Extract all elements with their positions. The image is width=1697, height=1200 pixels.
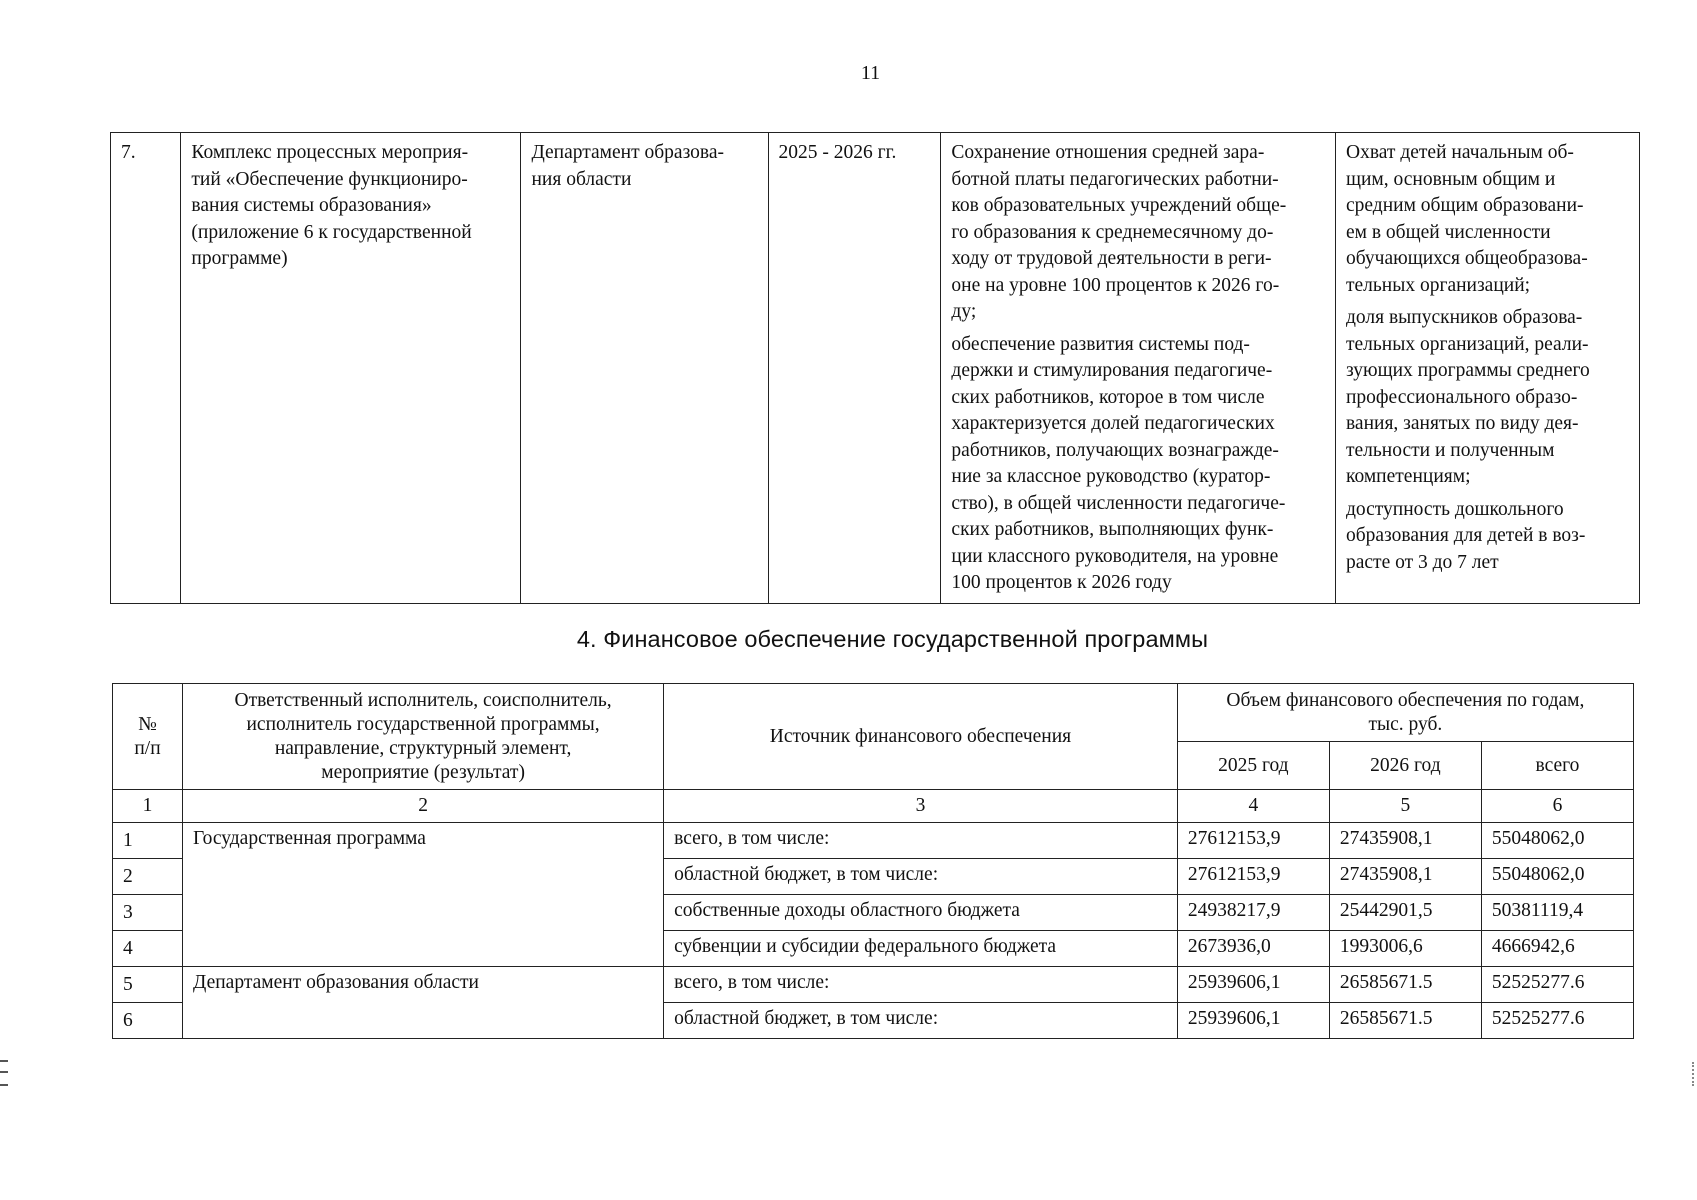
- tasks-cell: [941, 133, 1336, 604]
- indicator-line: зующих программы среднего: [1345, 360, 1590, 381]
- indicator-line: обучающихся общеобразова-: [1345, 248, 1588, 269]
- value-2026: 26585671.5: [1329, 967, 1481, 1003]
- structural-element-line: Комплекс процессных мероприя-: [191, 142, 469, 163]
- responsible-cell: [521, 133, 768, 604]
- header-executor-line: мероприятие (результат): [321, 761, 525, 783]
- value-2025: 2673936,0: [1177, 931, 1329, 967]
- row-index: 6: [113, 1003, 183, 1039]
- value-2025: 27612153,9: [1177, 859, 1329, 895]
- task-line: держки и стимулирования педагогиче-: [951, 360, 1273, 381]
- column-number: 3: [664, 790, 1178, 823]
- header-index-line: №: [138, 713, 157, 735]
- scan-edge-mark: [1692, 1062, 1697, 1086]
- table-header-row: [113, 684, 1634, 742]
- row-number-cell: [111, 133, 181, 604]
- structural-element-cell: [181, 133, 521, 604]
- task-line: ции классного руководителя, на уровне: [951, 545, 1279, 567]
- value-2026: 1993006,6: [1329, 931, 1481, 967]
- source-cell: субвенции и субсидии федерального бюджета: [664, 931, 1178, 967]
- value-2025: 27612153,9: [1177, 823, 1329, 859]
- source-cell: всего, в том числе:: [664, 967, 1178, 1003]
- indicator-line: щим, основным общим и: [1345, 168, 1556, 190]
- value-total: 52525277.6: [1481, 1003, 1633, 1039]
- header-year-2026: 2026 год: [1329, 742, 1481, 790]
- value-2026: 25442901,5: [1329, 895, 1481, 931]
- row-number: 7.: [121, 142, 136, 163]
- task-line: обеспечение развития системы под-: [951, 333, 1250, 355]
- table-row: [111, 133, 1640, 604]
- value-2026: 26585671.5: [1329, 1003, 1481, 1039]
- indicator-line: тельных организаций, реали-: [1345, 333, 1589, 355]
- executor-cell: Департамент образования области: [183, 967, 664, 1039]
- row-index: 1: [113, 823, 183, 859]
- executor-cell: Государственная программа: [183, 823, 664, 967]
- column-number-row: [113, 790, 1634, 823]
- column-number: 2: [183, 790, 664, 823]
- task-line: ботной платы педагогических работни-: [951, 168, 1279, 190]
- task-line: ду;: [951, 301, 977, 322]
- column-number: 4: [1177, 790, 1329, 823]
- value-total: 52525277.6: [1481, 967, 1633, 1003]
- indicators-cell: [1335, 133, 1639, 604]
- responsible-line: ния области: [531, 168, 632, 190]
- period: 2025 - 2026 гг.: [778, 142, 897, 163]
- header-index: [113, 684, 183, 790]
- task-line: ходу от трудовой деятельности в реги-: [951, 248, 1272, 269]
- task-line: характеризуется долей педагогических: [951, 413, 1275, 434]
- header-executor-line: направление, структурный элемент,: [274, 737, 572, 759]
- header-executor-line: исполнитель государственной программы,: [246, 713, 600, 735]
- task-line: 100 процентов к 2026 году: [951, 572, 1172, 593]
- row-index: 3: [113, 895, 183, 931]
- period-cell: [768, 133, 941, 604]
- indicator-line: компетенциям;: [1345, 466, 1471, 487]
- indicator-paragraph: [1346, 305, 1629, 491]
- indicator-paragraph: [1346, 497, 1629, 577]
- header-volume-line: тыс. руб.: [1368, 713, 1443, 735]
- indicator-line: тельности и полученным: [1345, 439, 1555, 461]
- task-line: ков образовательных учреждений обще-: [951, 195, 1287, 216]
- column-number: 1: [113, 790, 183, 823]
- value-total: 55048062,0: [1481, 823, 1633, 859]
- value-2025: 25939606,1: [1177, 1003, 1329, 1039]
- indicator-line: ем в общей численности: [1345, 221, 1551, 243]
- value-2026: 27435908,1: [1329, 859, 1481, 895]
- task-line: ских работников, которое в том числе: [951, 386, 1265, 408]
- indicator-line: профессионального образо-: [1345, 386, 1578, 408]
- source-cell: всего, в том числе:: [664, 823, 1178, 859]
- indicator-paragraph: [1346, 140, 1629, 299]
- source-cell: областной бюджет, в том числе:: [664, 859, 1178, 895]
- program-structure-table: [110, 132, 1640, 604]
- source-cell: областной бюджет, в том числе:: [664, 1003, 1178, 1039]
- task-line: ние за классное руководство (куратор-: [951, 466, 1271, 487]
- row-index: 2: [113, 859, 183, 895]
- header-year-2025: 2025 год: [1177, 742, 1329, 790]
- task-line: ство), в общей численности педагогиче-: [951, 492, 1286, 514]
- column-number: 6: [1481, 790, 1633, 823]
- header-volume-line: Объем финансового обеспечения по годам,: [1226, 689, 1585, 711]
- row-index: 4: [113, 931, 183, 967]
- header-source: Источник финансового обеспечения: [664, 684, 1178, 790]
- value-2025: 24938217,9: [1177, 895, 1329, 931]
- section-title: 4. Финансовое обеспечение государственной программы: [576, 626, 1209, 652]
- table-row: [113, 823, 1634, 859]
- column-number: 5: [1329, 790, 1481, 823]
- task-line: оне на уровне 100 процентов к 2026 го-: [951, 274, 1280, 296]
- indicator-line: Охват детей начальным об-: [1345, 142, 1574, 163]
- source-cell: собственные доходы областного бюджета: [664, 895, 1178, 931]
- value-total: 55048062,0: [1481, 859, 1633, 895]
- structural-element-line: вания системы образования»: [191, 195, 432, 216]
- header-volume: [1177, 684, 1633, 742]
- value-2025: 25939606,1: [1177, 967, 1329, 1003]
- indicator-line: доступность дошкольного: [1345, 498, 1564, 520]
- scan-edge-mark: [0, 1060, 8, 1086]
- structural-element-line: (приложение 6 к государственной: [191, 221, 472, 243]
- indicator-line: средним общим образовани-: [1345, 195, 1584, 216]
- responsible-line: Департамент образова-: [531, 142, 725, 163]
- header-total: всего: [1481, 742, 1633, 790]
- page-number: 11: [860, 62, 881, 84]
- structural-element-line: программе): [191, 248, 288, 269]
- indicator-line: образования для детей в воз-: [1345, 525, 1586, 546]
- task-paragraph: [951, 140, 1325, 326]
- indicator-line: тельных организаций;: [1345, 274, 1531, 296]
- task-line: ских работников, выполняющих функ-: [951, 519, 1274, 540]
- task-line: го образования к среднемесячному до-: [951, 221, 1274, 243]
- task-line: работников, получающих вознагражде-: [951, 439, 1279, 461]
- value-total: 4666942,6: [1481, 931, 1633, 967]
- row-index: 5: [113, 967, 183, 1003]
- indicator-line: вания, занятых по виду дея-: [1345, 413, 1579, 434]
- header-executor: [183, 684, 664, 790]
- value-2026: 27435908,1: [1329, 823, 1481, 859]
- finance-table: [112, 683, 1634, 1039]
- indicator-line: доля выпускников образова-: [1345, 307, 1583, 328]
- task-paragraph: [951, 332, 1325, 597]
- header-executor-line: Ответственный исполнитель, соисполнитель,: [234, 689, 612, 711]
- value-total: 50381119,4: [1481, 895, 1633, 931]
- indicator-line: расте от 3 до 7 лет: [1345, 551, 1499, 573]
- table-row: [113, 967, 1634, 1003]
- structural-element-line: тий «Обеспечение функциониро-: [191, 168, 468, 190]
- header-index-line: п/п: [134, 737, 161, 759]
- task-line: Сохранение отношения средней зара-: [951, 142, 1265, 163]
